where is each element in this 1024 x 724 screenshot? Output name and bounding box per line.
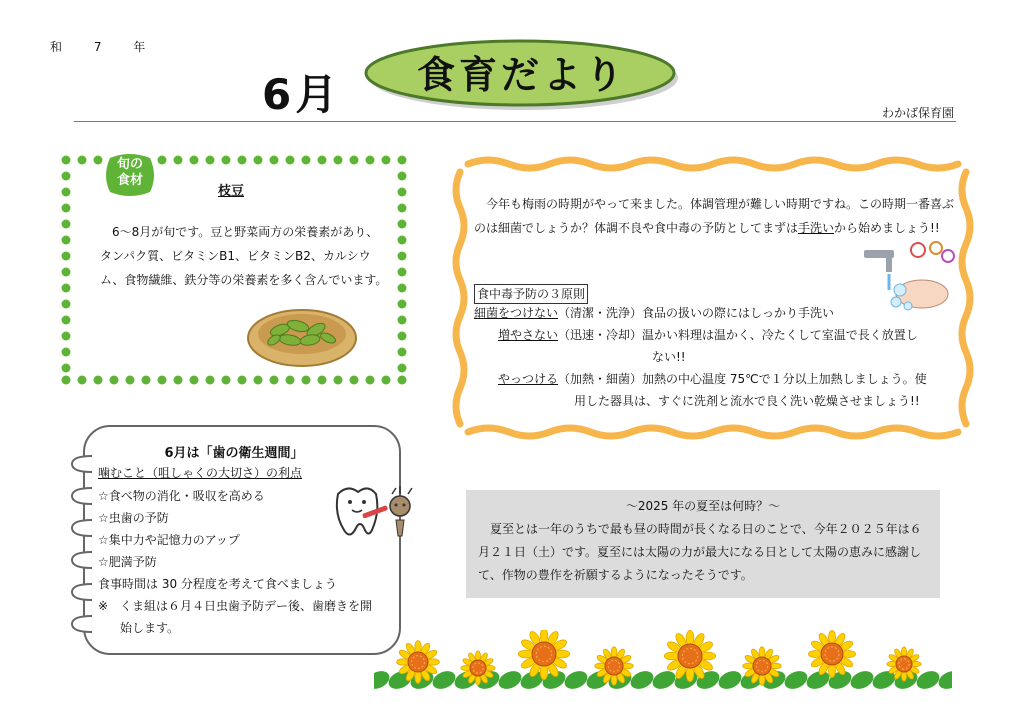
chewing-benefits-heading: 噛むこと（咀しゃくの大切さ）の利点	[98, 466, 303, 480]
meal-time-note: 食事時間は 30 分程度を考えて食べましょう	[98, 577, 337, 591]
rule-row-3-cont: 用した器具は、すぐに洗剤と流水で良く洗い乾燥させましょう!!	[574, 394, 920, 408]
rule-row-3	[498, 368, 927, 390]
rule-row-2	[498, 324, 918, 346]
rule-paren: （迅速・冷却）	[558, 328, 643, 342]
newsletter-title: 食育だより	[416, 53, 627, 97]
header-divider	[74, 121, 956, 122]
rule-key: やっつける	[498, 372, 559, 386]
solstice-title: ～2025 年の夏至は何時？～	[625, 499, 781, 513]
school-name: わかば保育園	[881, 106, 954, 120]
rule-paren: （清潔・洗浄）	[558, 306, 643, 320]
rule-key: 増やさない	[498, 328, 559, 342]
rule-text: 温かい料理は温かく、冷たくして室温で長く放置し	[642, 328, 918, 342]
benefit-cavity: ☆虫歯の予防	[98, 511, 169, 525]
rule-text: 加熱の中心温度 75℃で１分以上加熱しましょう。使	[642, 372, 927, 386]
intro-text-before: 今年も梅雨の時期がやって来ました。体調管理が難しい時期ですね。この時期一番喜ぶのは細菌でしょうか？体調不良や食中毒の予防としてまずは	[474, 197, 955, 235]
sunflower-border-icon	[374, 630, 952, 690]
kuma-class-note: ※ くま組は６月４日虫歯予防デー後、歯磨きを開	[98, 599, 373, 613]
tooth-character-icon	[332, 484, 416, 544]
rule-paren: （加熱・細菌）	[558, 372, 643, 386]
rule-key: 細菌をつけない	[474, 306, 559, 320]
three-principles-heading: 食中毒予防の３原則	[474, 284, 588, 304]
dental-week-title: 6月は「歯の衛生週間」	[164, 446, 304, 461]
kuma-class-note-cont: 始します。	[120, 621, 180, 635]
benefit-focus: ☆集中力や記憶力のアップ	[98, 533, 240, 547]
rule-text: 食品の扱いの際にはしっかり手洗い	[642, 306, 835, 320]
intro-handwash-emphasis: 手洗い	[798, 221, 835, 235]
ingredient-description: 6～8月が旬です。豆と野菜両方の栄養素があり、タンパク質、ビタミンB1、ビタミンB2、カルシウム、食物繊維、鉄分等の栄養素を多く含んでいます。	[100, 225, 388, 287]
benefit-digestion: ☆食べ物の消化・吸収を高める	[98, 489, 265, 503]
era-label: 和 7 年	[50, 40, 160, 54]
food-safety-intro	[474, 192, 958, 240]
solstice-body: 夏至とは一年のうちで最も昼の時間が長くなる日のことで、今年２０２５年は６月２１日（土）です。夏至には太陽の力が最大になる日として太陽の恵みに感謝して、作物の豊作を祈願するようになったそうです。	[478, 522, 922, 582]
handwashing-icon	[862, 240, 956, 314]
badge-text-line2: 食材	[116, 173, 143, 188]
benefit-obesity: ☆肥満予防	[98, 555, 157, 569]
intro-text-after: から始めましょう!!	[834, 221, 940, 235]
edamame-basket-icon	[246, 300, 358, 368]
rule-row-1	[474, 302, 834, 324]
rule-row-2-cont: ない!!	[652, 350, 686, 364]
badge-text-line1: 旬の	[116, 157, 143, 172]
ingredient-title: 枝豆	[218, 184, 245, 199]
month-title: 6月	[262, 70, 342, 119]
